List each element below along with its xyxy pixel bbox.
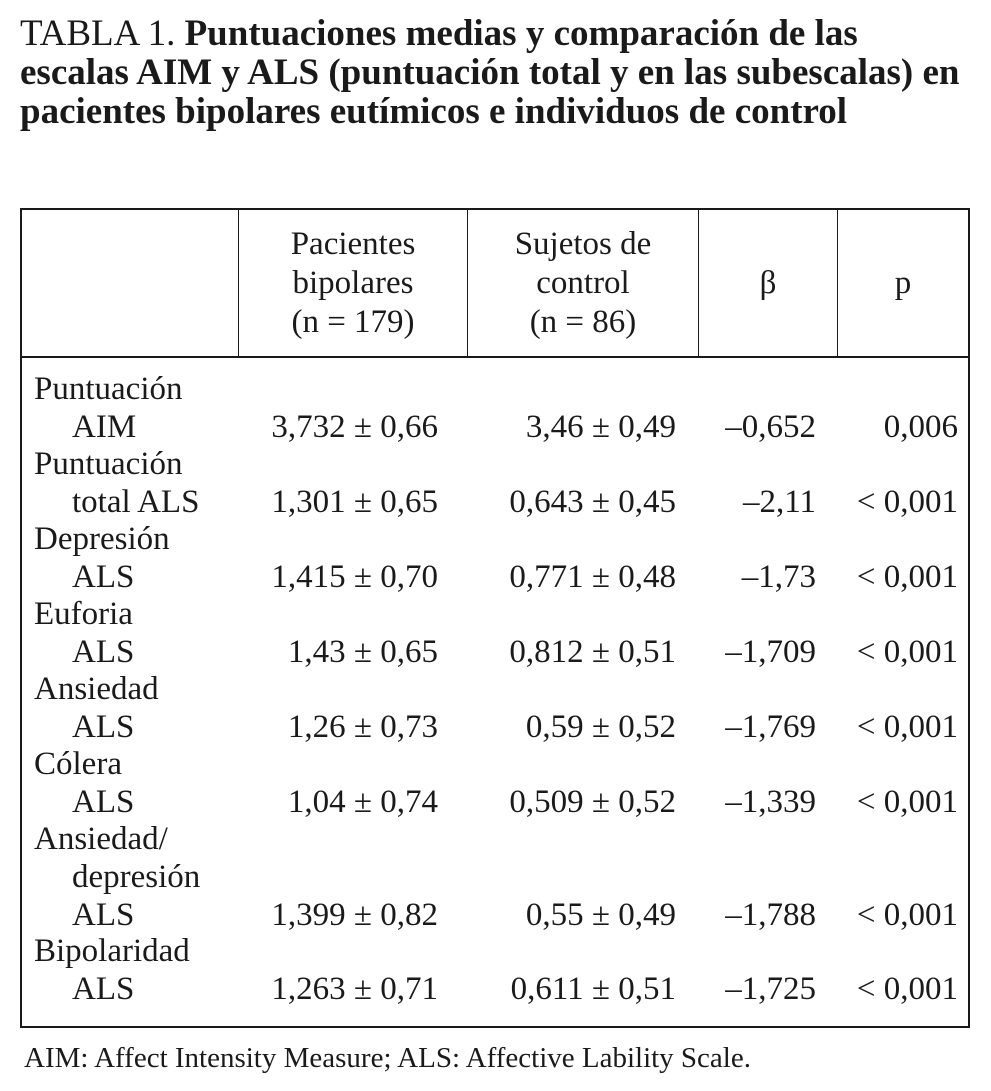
table-row (22, 670, 968, 746)
row-label (34, 932, 244, 1008)
header-patients-line: bipolares (292, 264, 414, 301)
row-label-line: ALS (72, 971, 135, 1007)
row-label-line: Ansiedad (34, 671, 159, 707)
table-caption (20, 14, 970, 131)
cell-p: < 0,001 (856, 971, 958, 1007)
row-label-line: Puntuación (34, 446, 183, 482)
row-label-line: Ansiedad/ (34, 821, 168, 857)
row-label (34, 595, 244, 671)
row-label (34, 445, 244, 521)
cell-beta: –1,339 (725, 784, 816, 820)
caption-label: TABLA 1. (20, 13, 176, 54)
table-row (22, 745, 968, 821)
header-controls-line: (n = 86) (529, 303, 637, 340)
cell-p: < 0,001 (856, 559, 958, 595)
cell-controls: 0,55 ± 0,49 (525, 897, 676, 933)
header-controls-line: Sujetos de (514, 225, 652, 262)
cell-patients: 1,399 ± 0,82 (271, 897, 438, 933)
cell-beta: –0,652 (725, 409, 816, 445)
cell-controls: 0,611 ± 0,51 (510, 971, 676, 1007)
cell-controls: 0,812 ± 0,51 (509, 634, 676, 670)
row-label-line: AIM (72, 409, 137, 445)
cell-patients: 1,263 ± 0,71 (271, 971, 438, 1007)
row-label-line: ALS (72, 709, 135, 745)
cell-patients: 1,43 ± 0,65 (287, 634, 438, 670)
row-label-line: total ALS (72, 484, 200, 520)
cell-controls: 0,59 ± 0,52 (525, 709, 676, 745)
cell-p: < 0,001 (856, 897, 958, 933)
cell-beta: –1,769 (725, 709, 816, 745)
cell-beta: –1,725 (725, 971, 816, 1007)
table-footnote: AIM: Affect Intensity Measure; ALS: Affective Lability Scale. (24, 1042, 751, 1074)
row-label (34, 520, 244, 596)
row-label-line: Cólera (34, 746, 122, 782)
header-patients-line: Pacientes (290, 225, 416, 262)
table-header (22, 210, 968, 358)
header-patients (239, 210, 467, 356)
header-patients-line: (n = 179) (291, 303, 415, 340)
table-row (22, 820, 968, 934)
cell-beta: –1,709 (725, 634, 816, 670)
header-p: p (894, 264, 912, 301)
cell-controls: 0,771 ± 0,48 (509, 559, 676, 595)
cell-controls: 3,46 ± 0,49 (525, 409, 676, 445)
cell-p: 0,006 (883, 409, 958, 445)
row-label-line: ALS (72, 897, 135, 933)
row-label-line: Bipolaridad (34, 933, 190, 969)
cell-beta: –2,11 (742, 484, 816, 520)
header-beta: β (759, 264, 777, 301)
results-table (20, 208, 970, 1028)
cell-p: < 0,001 (856, 484, 958, 520)
row-label-line: depresión (72, 859, 201, 895)
row-label-line: ALS (72, 784, 135, 820)
table-row (22, 932, 968, 1008)
row-label-line: ALS (72, 559, 135, 595)
cell-patients: 1,301 ± 0,65 (271, 484, 438, 520)
cell-p: < 0,001 (856, 634, 958, 670)
cell-p: < 0,001 (856, 709, 958, 745)
row-label-line: Puntuación (34, 371, 183, 407)
table-row (22, 445, 968, 521)
header-controls (468, 210, 698, 356)
table-row (22, 595, 968, 671)
cell-beta: –1,788 (725, 897, 816, 933)
row-label-line: Depresión (34, 521, 170, 557)
cell-controls: 0,509 ± 0,52 (509, 784, 676, 820)
cell-patients: 1,415 ± 0,70 (271, 559, 438, 595)
cell-patients: 1,04 ± 0,74 (287, 784, 438, 820)
row-label (34, 670, 244, 746)
caption-title: Puntuaciones medias y comparación de las escalas AIM y ALS (puntuación total y en las subescalas) en pacientes bipolares eutímicos e individuos de control (20, 13, 960, 132)
cell-patients: 3,732 ± 0,66 (271, 409, 438, 445)
row-label-line: Euforia (34, 596, 133, 632)
table-row (22, 520, 968, 596)
cell-controls: 0,643 ± 0,45 (509, 484, 676, 520)
cell-p: < 0,001 (856, 784, 958, 820)
row-label-line: ALS (72, 634, 135, 670)
cell-patients: 1,26 ± 0,73 (287, 709, 438, 745)
cell-beta: –1,73 (741, 559, 816, 595)
row-label (34, 370, 244, 446)
row-label (34, 745, 244, 821)
row-label (34, 820, 244, 934)
header-controls-line: control (536, 264, 630, 301)
table-row (22, 370, 968, 446)
